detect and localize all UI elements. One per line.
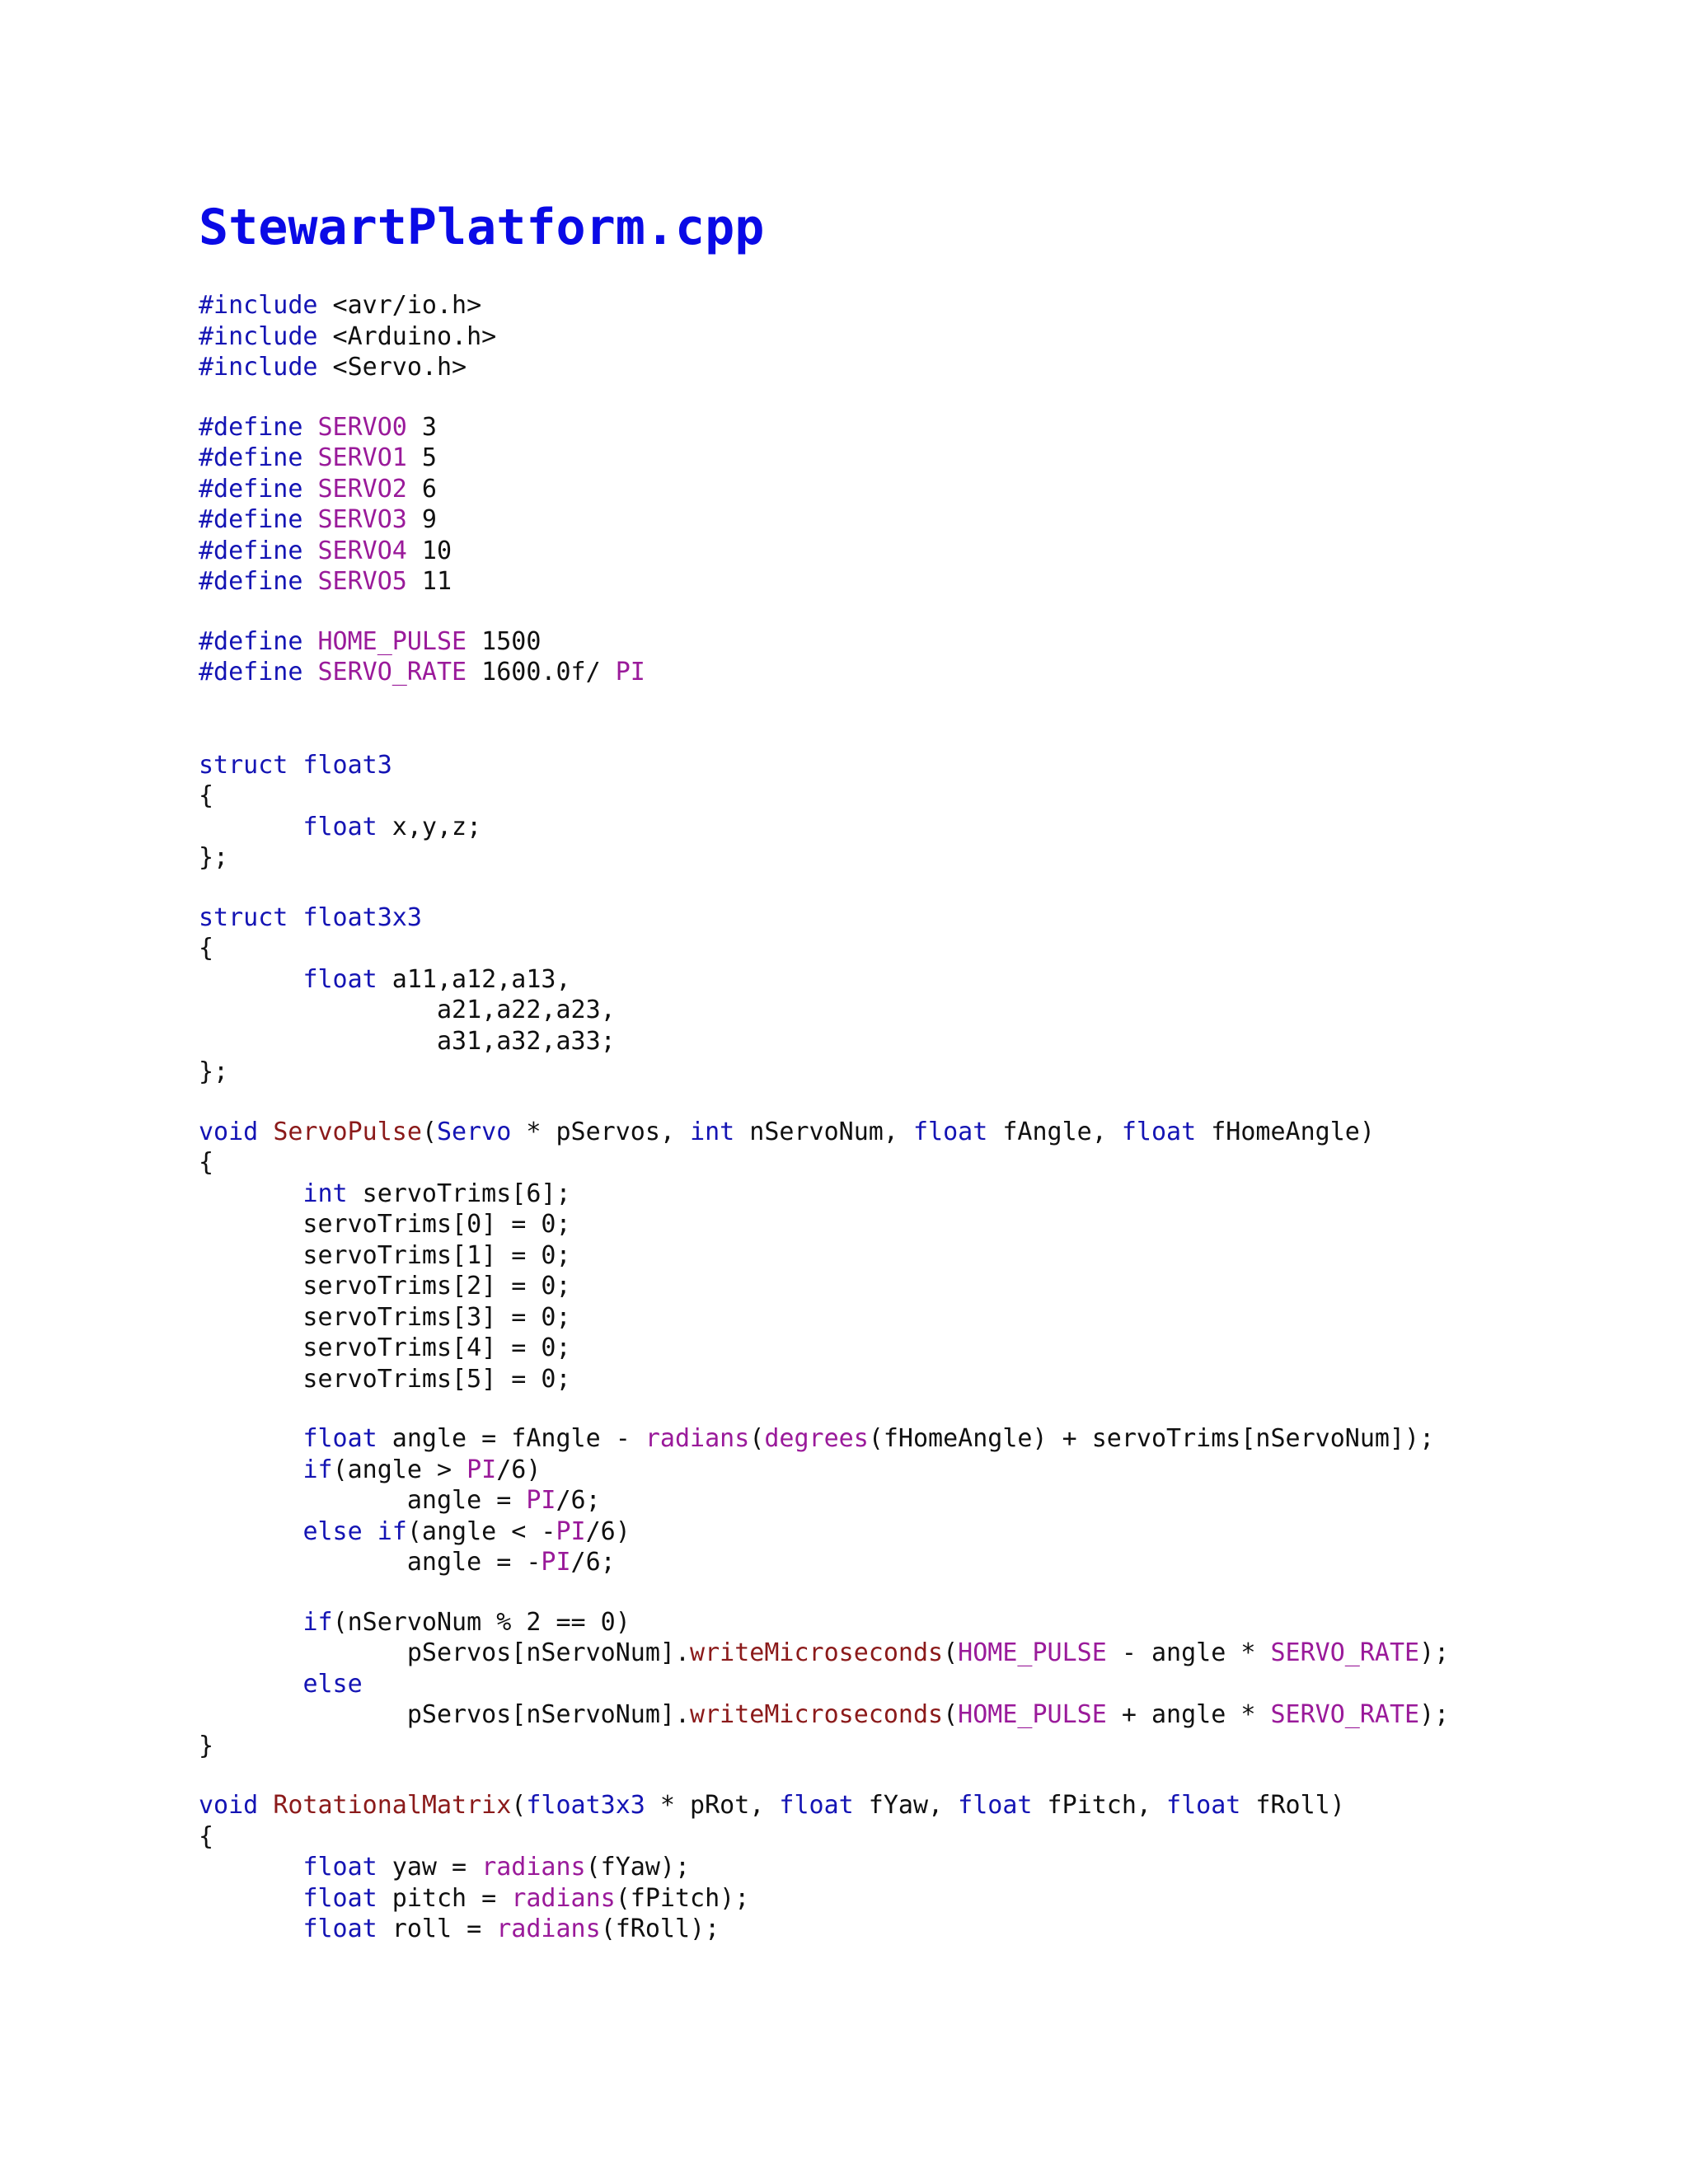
code-line — [199, 1790, 1649, 1821]
code-line — [199, 1240, 1649, 1272]
code-text: (angle > — [332, 1455, 467, 1484]
code-text: <Servo.h> — [317, 353, 467, 382]
code-line — [199, 812, 1649, 843]
code-text — [199, 1915, 302, 1943]
code-line — [199, 536, 1649, 567]
code-macro: SERVO_RATE — [1270, 1700, 1420, 1729]
code-keyword: int — [302, 1179, 348, 1208]
code-macro: SERVO_RATE — [1270, 1638, 1420, 1667]
code-text: 1500 — [467, 626, 542, 656]
code-text: /6) — [496, 1455, 542, 1484]
code-keyword: float — [302, 1424, 377, 1453]
code-function: RotationalMatrix — [273, 1791, 512, 1820]
code-line — [199, 1731, 1649, 1762]
code-text — [199, 1884, 302, 1913]
code-keyword: if — [302, 1455, 333, 1484]
code-text: a11,a12,a13, — [377, 964, 571, 994]
code-keyword: #define — [199, 626, 303, 656]
blank-line — [199, 1394, 1649, 1423]
code-macro: PI — [556, 1516, 586, 1546]
code-text: (fYaw); — [585, 1853, 691, 1882]
code-keyword: int — [690, 1117, 735, 1146]
code-text: servoTrims[6]; — [347, 1179, 571, 1208]
code-line — [199, 566, 1649, 598]
code-line — [199, 1364, 1649, 1395]
code-text: { — [199, 781, 214, 810]
code-text — [302, 475, 317, 504]
blank-line — [199, 383, 1649, 412]
code-keyword: float — [1121, 1117, 1197, 1146]
code-text: roll = — [377, 1915, 497, 1943]
code-keyword: void — [199, 1791, 259, 1820]
code-text — [199, 1517, 302, 1546]
code-text: }; — [199, 1057, 229, 1086]
code-keyword: #include — [199, 353, 318, 382]
code-line — [199, 1638, 1649, 1669]
code-text: (nServoNum % 2 == 0) — [332, 1607, 631, 1637]
code-function: writeMicroseconds — [690, 1700, 944, 1729]
code-text: x,y,z; — [377, 812, 482, 841]
code-text — [302, 537, 317, 565]
code-text — [302, 567, 317, 596]
code-text — [302, 505, 317, 534]
code-text: 1600.0f/ — [467, 658, 616, 687]
code-line — [199, 504, 1649, 536]
code-line — [199, 1271, 1649, 1302]
code-macro: HOME_PULSE — [958, 1638, 1107, 1667]
code-keyword: Servo — [437, 1117, 512, 1146]
code-text: yaw = — [377, 1853, 482, 1882]
code-text: ( — [421, 1117, 437, 1146]
code-text — [258, 1791, 273, 1820]
code-keyword: struct — [199, 902, 288, 932]
code-keyword: float — [302, 812, 377, 841]
code-text: }; — [199, 843, 229, 872]
code-line — [199, 1179, 1649, 1210]
code-text — [199, 1853, 302, 1882]
code-text: 10 — [406, 536, 452, 565]
code-keyword: float — [302, 1883, 377, 1913]
code-line — [199, 443, 1649, 474]
code-macro: PI — [615, 658, 645, 687]
code-text: (fRoll); — [600, 1915, 720, 1943]
code-function: writeMicroseconds — [690, 1638, 944, 1667]
code-text: a21,a22,a23, — [199, 996, 616, 1024]
code-macro: radians — [645, 1424, 750, 1453]
code-text — [199, 1424, 302, 1453]
code-text: ); — [1419, 1638, 1450, 1667]
code-line — [199, 750, 1649, 781]
code-text — [199, 1455, 302, 1484]
code-keyword: #include — [199, 291, 318, 320]
code-macro: SERVO3 — [317, 505, 407, 534]
code-text: ( — [943, 1700, 959, 1729]
code-macro: HOME_PULSE — [317, 626, 467, 656]
blank-line — [199, 1578, 1649, 1607]
blank-line — [199, 1088, 1649, 1117]
code-line — [199, 902, 1649, 934]
code-text — [288, 903, 302, 932]
code-line — [199, 412, 1649, 443]
code-keyword: float — [958, 1791, 1033, 1820]
code-text: servoTrims[1] = 0; — [199, 1240, 571, 1270]
code-macro: radians — [496, 1915, 601, 1943]
code-line — [199, 1914, 1649, 1945]
code-line — [199, 933, 1649, 964]
code-keyword: float — [779, 1791, 854, 1820]
code-keyword: else — [302, 1516, 363, 1546]
code-text — [363, 1517, 377, 1546]
code-keyword: void — [199, 1117, 259, 1146]
code-text: (fHomeAngle) + servoTrims[nServoNum]); — [868, 1424, 1435, 1453]
code-line — [199, 321, 1649, 353]
code-text: 9 — [406, 505, 437, 534]
code-keyword: #define — [199, 536, 303, 565]
code-text: ( — [943, 1638, 959, 1667]
code-text — [199, 1608, 302, 1637]
code-keyword: float — [913, 1117, 988, 1146]
code-keyword: float — [302, 964, 377, 994]
code-text — [199, 1670, 302, 1699]
code-line — [199, 995, 1649, 1026]
code-keyword: #define — [199, 474, 303, 504]
code-text: angle = - — [199, 1548, 542, 1577]
code-macro: SERVO0 — [317, 412, 407, 442]
code-text: servoTrims[3] = 0; — [199, 1302, 571, 1332]
code-keyword: #define — [199, 567, 303, 596]
code-line — [199, 1883, 1649, 1915]
code-listing — [199, 290, 1649, 1945]
code-line — [199, 1333, 1649, 1364]
blank-line — [199, 874, 1649, 902]
code-text: (fPitch); — [615, 1883, 750, 1913]
code-line — [199, 1607, 1649, 1638]
code-macro: SERVO_RATE — [317, 658, 467, 687]
code-text: fYaw, — [853, 1791, 959, 1820]
code-text: <avr/io.h> — [317, 291, 482, 320]
code-text — [302, 443, 317, 472]
code-keyword: float — [1166, 1791, 1241, 1820]
code-text — [258, 1118, 273, 1146]
code-line — [199, 474, 1649, 505]
code-line — [199, 1821, 1649, 1853]
code-line — [199, 780, 1649, 812]
blank-line — [199, 598, 1649, 626]
code-keyword: if — [302, 1607, 333, 1637]
code-text: nServoNum, — [734, 1117, 913, 1146]
code-line — [199, 1669, 1649, 1700]
code-line — [199, 1117, 1649, 1148]
code-text: 3 — [406, 412, 437, 442]
code-macro: SERVO1 — [317, 443, 407, 472]
code-text: { — [199, 1148, 214, 1177]
code-text: fRoll) — [1240, 1791, 1345, 1820]
code-text: 6 — [406, 474, 437, 504]
code-line — [199, 657, 1649, 688]
code-text: servoTrims[2] = 0; — [199, 1272, 571, 1301]
code-line — [199, 290, 1649, 321]
code-macro: SERVO5 — [317, 567, 407, 596]
code-line — [199, 1699, 1649, 1731]
code-keyword: #define — [199, 658, 303, 687]
code-line — [199, 626, 1649, 658]
code-line — [199, 1516, 1649, 1548]
code-line — [199, 352, 1649, 383]
code-text: a31,a32,a33; — [199, 1026, 616, 1056]
code-line — [199, 1147, 1649, 1179]
code-text: <Arduino.h> — [317, 321, 497, 351]
code-keyword: #define — [199, 505, 303, 534]
code-text: fHomeAngle) — [1196, 1117, 1375, 1146]
code-macro: radians — [481, 1853, 586, 1882]
code-text: pitch = — [377, 1883, 512, 1913]
code-macro: PI — [467, 1455, 497, 1484]
code-macro: HOME_PULSE — [958, 1700, 1107, 1729]
code-text: ( — [511, 1791, 527, 1820]
blank-line — [199, 688, 1649, 750]
code-text: servoTrims[4] = 0; — [199, 1333, 571, 1362]
code-text — [302, 658, 317, 687]
code-text: + angle * — [1106, 1700, 1271, 1729]
code-text: * pRot, — [645, 1791, 780, 1820]
code-text — [302, 627, 317, 656]
code-keyword: float3 — [302, 750, 392, 780]
code-keyword: float3x3 — [526, 1791, 645, 1820]
code-macro: radians — [511, 1883, 616, 1913]
code-text: ( — [749, 1424, 765, 1453]
code-text: { — [199, 1821, 214, 1851]
code-text: ); — [1419, 1700, 1450, 1729]
document-title: StewartPlatform.cpp — [199, 199, 765, 256]
code-macro: SERVO4 — [317, 536, 407, 565]
code-keyword: else — [302, 1669, 363, 1699]
code-line — [199, 1057, 1649, 1088]
code-text — [199, 813, 302, 841]
code-text: /6; — [556, 1486, 601, 1515]
code-line — [199, 1485, 1649, 1516]
code-text: { — [199, 934, 214, 963]
code-text: /6) — [585, 1516, 631, 1546]
code-text: fAngle, — [987, 1117, 1122, 1146]
code-text: 11 — [406, 567, 452, 596]
code-keyword: float — [302, 1915, 377, 1943]
code-line — [199, 1026, 1649, 1057]
code-text — [288, 751, 302, 780]
code-keyword: float3x3 — [302, 902, 422, 932]
code-text — [302, 413, 317, 442]
code-line — [199, 1423, 1649, 1455]
code-macro: SERVO2 — [317, 474, 407, 504]
code-text: servoTrims[5] = 0; — [199, 1364, 571, 1394]
code-macro: PI — [526, 1486, 556, 1515]
code-text: pServos[nServoNum]. — [199, 1638, 691, 1667]
code-keyword: struct — [199, 750, 288, 780]
code-text: (angle < - — [406, 1516, 556, 1546]
code-line — [199, 842, 1649, 874]
code-keyword: if — [377, 1516, 407, 1546]
code-text: * pServos, — [511, 1117, 691, 1146]
code-text: /6; — [570, 1548, 616, 1577]
code-function: ServoPulse — [273, 1117, 422, 1146]
code-keyword: #define — [199, 443, 303, 472]
code-text: angle = fAngle - — [377, 1424, 645, 1453]
code-text — [199, 965, 302, 994]
code-keyword: float — [302, 1853, 377, 1882]
code-line — [199, 964, 1649, 996]
code-text: servoTrims[0] = 0; — [199, 1210, 571, 1239]
code-line — [199, 1302, 1649, 1333]
code-keyword: #define — [199, 412, 303, 442]
code-keyword: #include — [199, 321, 318, 351]
code-text — [199, 1179, 302, 1208]
code-macro: degrees — [764, 1424, 869, 1453]
code-text: - angle * — [1106, 1638, 1271, 1667]
code-text: } — [199, 1731, 214, 1760]
code-line — [199, 1547, 1649, 1578]
code-line — [199, 1209, 1649, 1240]
blank-line — [199, 1761, 1649, 1790]
code-text: fPitch, — [1032, 1791, 1167, 1820]
code-text: 5 — [406, 443, 437, 472]
code-text: angle = — [199, 1486, 527, 1515]
code-line — [199, 1455, 1649, 1486]
code-macro: PI — [541, 1548, 571, 1577]
code-text: pServos[nServoNum]. — [199, 1700, 691, 1729]
code-line — [199, 1852, 1649, 1883]
